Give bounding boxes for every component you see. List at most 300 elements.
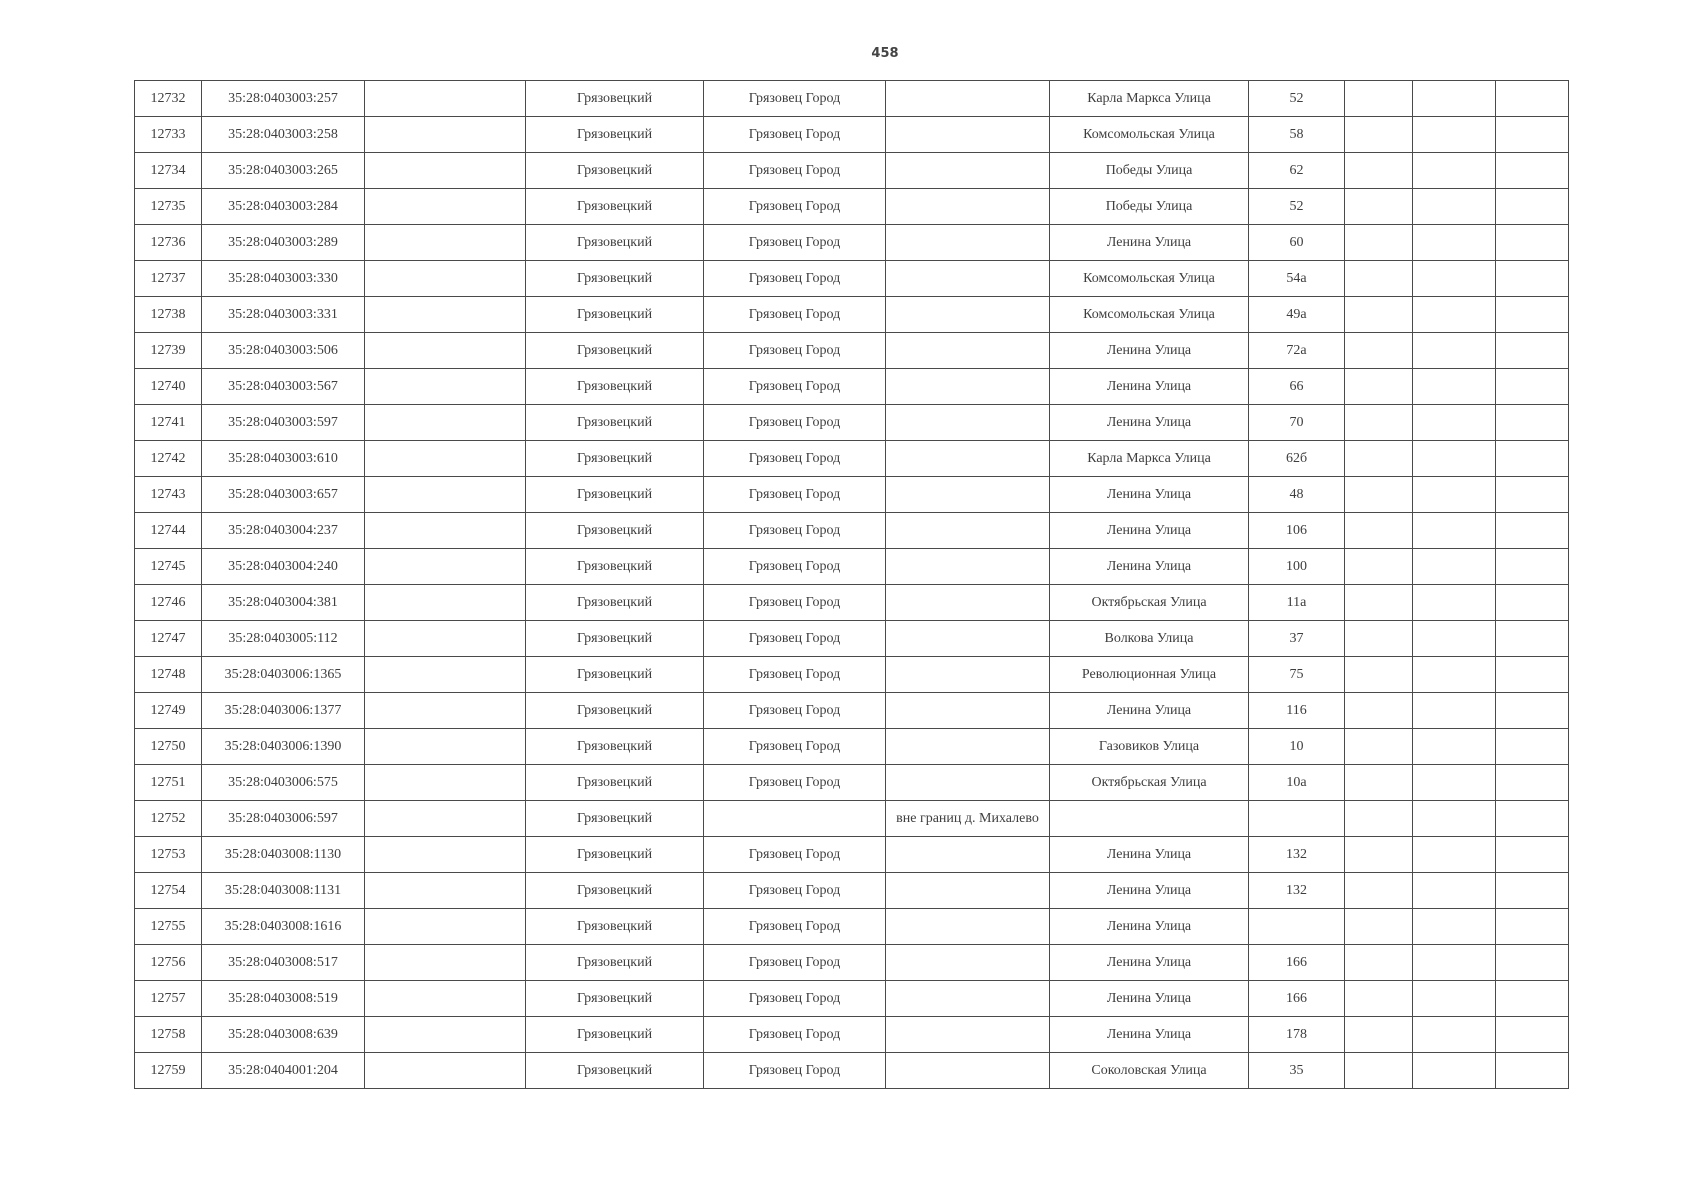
street-cell: Победы Улица	[1050, 189, 1249, 225]
blank-cell-d	[1496, 153, 1569, 189]
blank-cell-a	[365, 405, 526, 441]
registry-table-body	[135, 81, 1569, 1089]
blank-cell-c	[1413, 765, 1496, 801]
cadastral-number-cell: 35:28:0403003:657	[202, 477, 365, 513]
record-number-cell: 12738	[135, 297, 202, 333]
house-number-cell: 49а	[1249, 297, 1345, 333]
blank-cell-c	[1413, 261, 1496, 297]
street-cell: Ленина Улица	[1050, 225, 1249, 261]
cadastral-number-cell: 35:28:0403003:330	[202, 261, 365, 297]
blank-cell-d	[1496, 261, 1569, 297]
blank-cell-c	[1413, 225, 1496, 261]
blank-cell-c	[1413, 621, 1496, 657]
record-number-cell: 12745	[135, 549, 202, 585]
settlement-cell: Грязовец Город	[704, 981, 886, 1017]
cadastral-number-cell: 35:28:0403003:610	[202, 441, 365, 477]
table-row	[135, 621, 1569, 657]
cadastral-number-cell: 35:28:0403008:1130	[202, 837, 365, 873]
house-number-cell: 62	[1249, 153, 1345, 189]
blank-cell-b	[1345, 477, 1413, 513]
locality-note-cell	[886, 657, 1050, 693]
record-number-cell: 12756	[135, 945, 202, 981]
settlement-cell: Грязовец Город	[704, 189, 886, 225]
street-cell: Революционная Улица	[1050, 657, 1249, 693]
settlement-cell: Грязовец Город	[704, 117, 886, 153]
settlement-cell: Грязовец Город	[704, 369, 886, 405]
blank-cell-a	[365, 261, 526, 297]
street-cell: Победы Улица	[1050, 153, 1249, 189]
settlement-cell: Грязовец Город	[704, 1053, 886, 1089]
cadastral-number-cell: 35:28:0403003:284	[202, 189, 365, 225]
blank-cell-a	[365, 873, 526, 909]
blank-cell-b	[1345, 549, 1413, 585]
street-cell: Ленина Улица	[1050, 945, 1249, 981]
street-cell: Соколовская Улица	[1050, 1053, 1249, 1089]
record-number-cell: 12751	[135, 765, 202, 801]
street-cell: Ленина Улица	[1050, 549, 1249, 585]
blank-cell-d	[1496, 801, 1569, 837]
settlement-cell: Грязовец Город	[704, 513, 886, 549]
table-row	[135, 1053, 1569, 1089]
house-number-cell: 132	[1249, 873, 1345, 909]
blank-cell-d	[1496, 657, 1569, 693]
district-cell: Грязовецкий	[526, 873, 704, 909]
street-cell: Карла Маркса Улица	[1050, 441, 1249, 477]
blank-cell-d	[1496, 909, 1569, 945]
house-number-cell: 166	[1249, 981, 1345, 1017]
table-row	[135, 369, 1569, 405]
house-number-cell: 10а	[1249, 765, 1345, 801]
record-number-cell: 12736	[135, 225, 202, 261]
district-cell: Грязовецкий	[526, 1017, 704, 1053]
house-number-cell: 106	[1249, 513, 1345, 549]
table-row	[135, 693, 1569, 729]
cadastral-number-cell: 35:28:0403006:1365	[202, 657, 365, 693]
district-cell: Грязовецкий	[526, 693, 704, 729]
settlement-cell: Грязовец Город	[704, 945, 886, 981]
street-cell: Волкова Улица	[1050, 621, 1249, 657]
street-cell: Ленина Улица	[1050, 369, 1249, 405]
blank-cell-c	[1413, 117, 1496, 153]
blank-cell-b	[1345, 189, 1413, 225]
blank-cell-d	[1496, 1017, 1569, 1053]
district-cell: Грязовецкий	[526, 297, 704, 333]
cadastral-number-cell: 35:28:0403003:265	[202, 153, 365, 189]
table-row	[135, 333, 1569, 369]
blank-cell-a	[365, 513, 526, 549]
locality-note-cell	[886, 837, 1050, 873]
locality-note-cell	[886, 585, 1050, 621]
blank-cell-a	[365, 1053, 526, 1089]
blank-cell-d	[1496, 117, 1569, 153]
settlement-cell: Грязовец Город	[704, 549, 886, 585]
blank-cell-c	[1413, 1017, 1496, 1053]
locality-note-cell	[886, 153, 1050, 189]
blank-cell-c	[1413, 873, 1496, 909]
district-cell: Грязовецкий	[526, 621, 704, 657]
cadastral-number-cell: 35:28:0403008:639	[202, 1017, 365, 1053]
blank-cell-a	[365, 801, 526, 837]
street-cell: Ленина Улица	[1050, 837, 1249, 873]
district-cell: Грязовецкий	[526, 261, 704, 297]
blank-cell-d	[1496, 297, 1569, 333]
blank-cell-d	[1496, 405, 1569, 441]
locality-note-cell	[886, 81, 1050, 117]
settlement-cell: Грязовец Город	[704, 837, 886, 873]
blank-cell-a	[365, 477, 526, 513]
blank-cell-b	[1345, 405, 1413, 441]
blank-cell-c	[1413, 729, 1496, 765]
blank-cell-d	[1496, 441, 1569, 477]
record-number-cell: 12740	[135, 369, 202, 405]
house-number-cell: 10	[1249, 729, 1345, 765]
district-cell: Грязовецкий	[526, 585, 704, 621]
blank-cell-d	[1496, 1053, 1569, 1089]
district-cell: Грязовецкий	[526, 405, 704, 441]
blank-cell-b	[1345, 981, 1413, 1017]
cadastral-number-cell: 35:28:0403008:1616	[202, 909, 365, 945]
district-cell: Грязовецкий	[526, 801, 704, 837]
house-number-cell: 54а	[1249, 261, 1345, 297]
blank-cell-c	[1413, 801, 1496, 837]
settlement-cell: Грязовец Город	[704, 765, 886, 801]
locality-note-cell	[886, 189, 1050, 225]
blank-cell-c	[1413, 333, 1496, 369]
table-row	[135, 1017, 1569, 1053]
cadastral-number-cell: 35:28:0403006:575	[202, 765, 365, 801]
locality-note-cell	[886, 369, 1050, 405]
blank-cell-c	[1413, 945, 1496, 981]
settlement-cell: Грязовец Город	[704, 81, 886, 117]
house-number-cell: 178	[1249, 1017, 1345, 1053]
district-cell: Грязовецкий	[526, 189, 704, 225]
record-number-cell: 12739	[135, 333, 202, 369]
blank-cell-b	[1345, 225, 1413, 261]
street-cell: Ленина Улица	[1050, 477, 1249, 513]
blank-cell-c	[1413, 405, 1496, 441]
record-number-cell: 12759	[135, 1053, 202, 1089]
blank-cell-b	[1345, 333, 1413, 369]
locality-note-cell	[886, 225, 1050, 261]
blank-cell-b	[1345, 1053, 1413, 1089]
record-number-cell: 12735	[135, 189, 202, 225]
blank-cell-a	[365, 369, 526, 405]
blank-cell-b	[1345, 873, 1413, 909]
cadastral-number-cell: 35:28:0403003:597	[202, 405, 365, 441]
table-row	[135, 837, 1569, 873]
district-cell: Грязовецкий	[526, 837, 704, 873]
blank-cell-d	[1496, 477, 1569, 513]
blank-cell-b	[1345, 945, 1413, 981]
record-number-cell: 12744	[135, 513, 202, 549]
locality-note-cell	[886, 441, 1050, 477]
record-number-cell: 12748	[135, 657, 202, 693]
district-cell: Грязовецкий	[526, 549, 704, 585]
blank-cell-a	[365, 837, 526, 873]
cadastral-number-cell: 35:28:0403006:1390	[202, 729, 365, 765]
house-number-cell: 60	[1249, 225, 1345, 261]
table-row	[135, 297, 1569, 333]
table-row	[135, 513, 1569, 549]
blank-cell-d	[1496, 513, 1569, 549]
cadastral-number-cell: 35:28:0403003:331	[202, 297, 365, 333]
table-row	[135, 909, 1569, 945]
blank-cell-c	[1413, 837, 1496, 873]
blank-cell-c	[1413, 909, 1496, 945]
house-number-cell: 100	[1249, 549, 1345, 585]
district-cell: Грязовецкий	[526, 981, 704, 1017]
table-row	[135, 585, 1569, 621]
blank-cell-a	[365, 189, 526, 225]
house-number-cell: 58	[1249, 117, 1345, 153]
blank-cell-a	[365, 585, 526, 621]
district-cell: Грязовецкий	[526, 369, 704, 405]
blank-cell-c	[1413, 153, 1496, 189]
blank-cell-a	[365, 549, 526, 585]
record-number-cell: 12732	[135, 81, 202, 117]
blank-cell-d	[1496, 981, 1569, 1017]
record-number-cell: 12733	[135, 117, 202, 153]
street-cell: Газовиков Улица	[1050, 729, 1249, 765]
locality-note-cell	[886, 621, 1050, 657]
record-number-cell: 12749	[135, 693, 202, 729]
cadastral-number-cell: 35:28:0403005:112	[202, 621, 365, 657]
table-row	[135, 261, 1569, 297]
district-cell: Грязовецкий	[526, 441, 704, 477]
cadastral-number-cell: 35:28:0403004:237	[202, 513, 365, 549]
settlement-cell: Грязовец Город	[704, 153, 886, 189]
blank-cell-d	[1496, 621, 1569, 657]
settlement-cell: Грязовец Город	[704, 333, 886, 369]
blank-cell-c	[1413, 477, 1496, 513]
house-number-cell: 72а	[1249, 333, 1345, 369]
locality-note-cell	[886, 477, 1050, 513]
cadastral-number-cell: 35:28:0403004:381	[202, 585, 365, 621]
blank-cell-a	[365, 297, 526, 333]
blank-cell-d	[1496, 837, 1569, 873]
blank-cell-b	[1345, 909, 1413, 945]
settlement-cell: Грязовец Город	[704, 297, 886, 333]
locality-note-cell	[886, 297, 1050, 333]
settlement-cell: Грязовец Город	[704, 657, 886, 693]
cadastral-number-cell: 35:28:0403003:506	[202, 333, 365, 369]
blank-cell-a	[365, 441, 526, 477]
locality-note-cell	[886, 945, 1050, 981]
district-cell: Грязовецкий	[526, 765, 704, 801]
street-cell: Октябрьская Улица	[1050, 765, 1249, 801]
district-cell: Грязовецкий	[526, 945, 704, 981]
house-number-cell: 62б	[1249, 441, 1345, 477]
table-row	[135, 225, 1569, 261]
cadastral-number-cell: 35:28:0403003:257	[202, 81, 365, 117]
blank-cell-c	[1413, 693, 1496, 729]
house-number-cell: 11а	[1249, 585, 1345, 621]
table-row	[135, 189, 1569, 225]
blank-cell-b	[1345, 513, 1413, 549]
blank-cell-d	[1496, 369, 1569, 405]
settlement-cell: Грязовец Город	[704, 441, 886, 477]
page-number: 458	[871, 46, 899, 61]
blank-cell-d	[1496, 873, 1569, 909]
district-cell: Грязовецкий	[526, 657, 704, 693]
table-row	[135, 549, 1569, 585]
record-number-cell: 12752	[135, 801, 202, 837]
district-cell: Грязовецкий	[526, 477, 704, 513]
street-cell: Ленина Улица	[1050, 333, 1249, 369]
street-cell: Карла Маркса Улица	[1050, 81, 1249, 117]
street-cell	[1050, 801, 1249, 837]
blank-cell-a	[365, 693, 526, 729]
table-row	[135, 801, 1569, 837]
street-cell: Комсомольская Улица	[1050, 261, 1249, 297]
record-number-cell: 12747	[135, 621, 202, 657]
house-number-cell: 70	[1249, 405, 1345, 441]
locality-note-cell	[886, 909, 1050, 945]
settlement-cell: Грязовец Город	[704, 477, 886, 513]
blank-cell-d	[1496, 693, 1569, 729]
blank-cell-c	[1413, 549, 1496, 585]
blank-cell-d	[1496, 225, 1569, 261]
table-row	[135, 405, 1569, 441]
house-number-cell: 75	[1249, 657, 1345, 693]
table-row	[135, 657, 1569, 693]
blank-cell-b	[1345, 81, 1413, 117]
blank-cell-c	[1413, 189, 1496, 225]
blank-cell-d	[1496, 549, 1569, 585]
blank-cell-b	[1345, 729, 1413, 765]
house-number-cell: 52	[1249, 81, 1345, 117]
blank-cell-d	[1496, 585, 1569, 621]
blank-cell-a	[365, 621, 526, 657]
house-number-cell: 37	[1249, 621, 1345, 657]
cadastral-number-cell: 35:28:0403008:517	[202, 945, 365, 981]
record-number-cell: 12754	[135, 873, 202, 909]
record-number-cell: 12742	[135, 441, 202, 477]
house-number-cell	[1249, 909, 1345, 945]
street-cell: Комсомольская Улица	[1050, 117, 1249, 153]
district-cell: Грязовецкий	[526, 225, 704, 261]
blank-cell-a	[365, 909, 526, 945]
settlement-cell: Грязовец Город	[704, 729, 886, 765]
blank-cell-d	[1496, 729, 1569, 765]
street-cell: Ленина Улица	[1050, 909, 1249, 945]
cadastral-number-cell: 35:28:0403003:567	[202, 369, 365, 405]
blank-cell-b	[1345, 153, 1413, 189]
street-cell: Ленина Улица	[1050, 873, 1249, 909]
house-number-cell: 116	[1249, 693, 1345, 729]
table-row	[135, 117, 1569, 153]
blank-cell-a	[365, 153, 526, 189]
record-number-cell: 12734	[135, 153, 202, 189]
district-cell: Грязовецкий	[526, 153, 704, 189]
settlement-cell: Грязовец Город	[704, 909, 886, 945]
blank-cell-b	[1345, 297, 1413, 333]
table-row	[135, 441, 1569, 477]
blank-cell-d	[1496, 81, 1569, 117]
district-cell: Грязовецкий	[526, 81, 704, 117]
blank-cell-a	[365, 117, 526, 153]
cadastral-number-cell: 35:28:0404001:204	[202, 1053, 365, 1089]
blank-cell-a	[365, 1017, 526, 1053]
blank-cell-a	[365, 657, 526, 693]
settlement-cell: Грязовец Город	[704, 621, 886, 657]
house-number-cell: 35	[1249, 1053, 1345, 1089]
record-number-cell: 12746	[135, 585, 202, 621]
cadastral-number-cell: 35:28:0403006:597	[202, 801, 365, 837]
blank-cell-a	[365, 729, 526, 765]
locality-note-cell	[886, 261, 1050, 297]
record-number-cell: 12755	[135, 909, 202, 945]
district-cell: Грязовецкий	[526, 513, 704, 549]
blank-cell-c	[1413, 81, 1496, 117]
table-row	[135, 153, 1569, 189]
blank-cell-b	[1345, 657, 1413, 693]
blank-cell-a	[365, 945, 526, 981]
locality-note-cell	[886, 693, 1050, 729]
cadastral-number-cell: 35:28:0403006:1377	[202, 693, 365, 729]
locality-note-cell	[886, 1017, 1050, 1053]
cadastral-number-cell: 35:28:0403003:289	[202, 225, 365, 261]
record-number-cell: 12743	[135, 477, 202, 513]
street-cell: Октябрьская Улица	[1050, 585, 1249, 621]
blank-cell-b	[1345, 117, 1413, 153]
blank-cell-b	[1345, 1017, 1413, 1053]
locality-note-cell	[886, 981, 1050, 1017]
locality-note-cell	[886, 873, 1050, 909]
cadastral-number-cell: 35:28:0403003:258	[202, 117, 365, 153]
locality-note-cell: вне границ д. Михалево	[886, 801, 1050, 837]
district-cell: Грязовецкий	[526, 333, 704, 369]
district-cell: Грязовецкий	[526, 729, 704, 765]
blank-cell-a	[365, 81, 526, 117]
blank-cell-c	[1413, 981, 1496, 1017]
table-row	[135, 729, 1569, 765]
table-row	[135, 873, 1569, 909]
blank-cell-a	[365, 333, 526, 369]
blank-cell-c	[1413, 657, 1496, 693]
blank-cell-a	[365, 225, 526, 261]
locality-note-cell	[886, 333, 1050, 369]
street-cell: Ленина Улица	[1050, 405, 1249, 441]
blank-cell-b	[1345, 801, 1413, 837]
settlement-cell: Грязовец Город	[704, 225, 886, 261]
street-cell: Ленина Улица	[1050, 693, 1249, 729]
table-row	[135, 81, 1569, 117]
locality-note-cell	[886, 765, 1050, 801]
blank-cell-c	[1413, 585, 1496, 621]
blank-cell-c	[1413, 369, 1496, 405]
cadastral-number-cell: 35:28:0403004:240	[202, 549, 365, 585]
settlement-cell	[704, 801, 886, 837]
house-number-cell: 52	[1249, 189, 1345, 225]
locality-note-cell	[886, 513, 1050, 549]
street-cell: Ленина Улица	[1050, 1017, 1249, 1053]
table-row	[135, 945, 1569, 981]
record-number-cell: 12758	[135, 1017, 202, 1053]
cadastral-number-cell: 35:28:0403008:1131	[202, 873, 365, 909]
blank-cell-b	[1345, 693, 1413, 729]
blank-cell-a	[365, 765, 526, 801]
blank-cell-c	[1413, 441, 1496, 477]
table-row	[135, 981, 1569, 1017]
locality-note-cell	[886, 729, 1050, 765]
locality-note-cell	[886, 117, 1050, 153]
blank-cell-a	[365, 981, 526, 1017]
locality-note-cell	[886, 405, 1050, 441]
house-number-cell: 48	[1249, 477, 1345, 513]
settlement-cell: Грязовец Город	[704, 693, 886, 729]
blank-cell-b	[1345, 441, 1413, 477]
